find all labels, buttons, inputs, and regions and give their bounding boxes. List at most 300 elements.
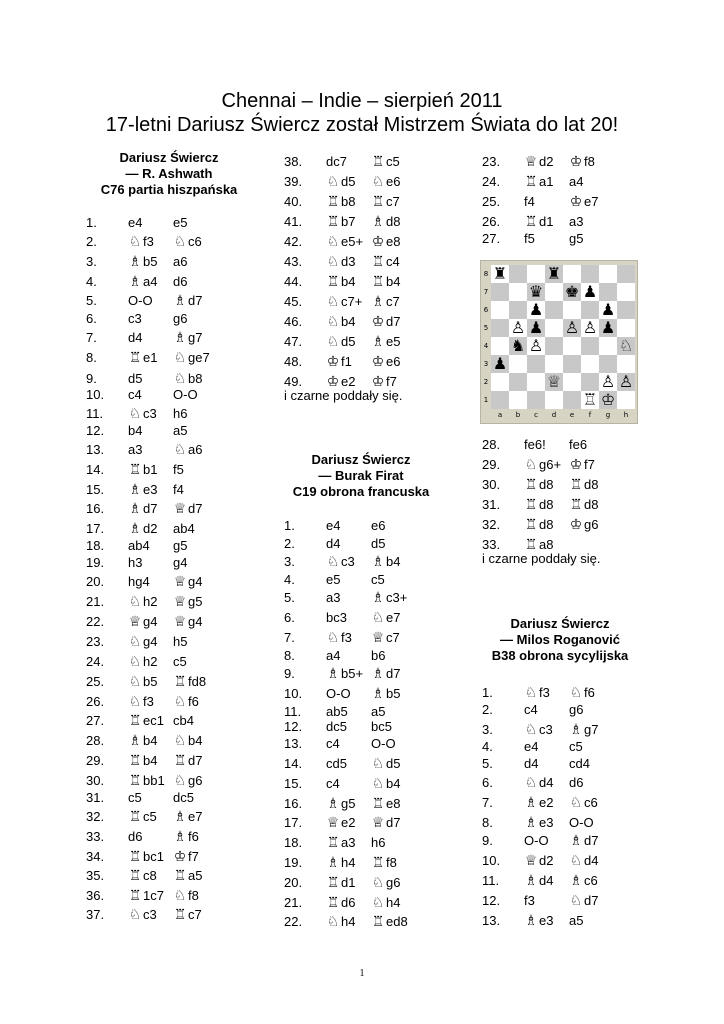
black-move (569, 213, 583, 231)
move-number: 33. (482, 537, 501, 552)
move-number: 32. (86, 809, 105, 824)
piece-figurine-icon: ♖ (371, 194, 385, 210)
black-move (173, 752, 202, 770)
move-square: d7 (386, 314, 401, 329)
move-row (86, 253, 256, 271)
white-move (326, 874, 355, 892)
piece-figurine-icon: ♘ (524, 457, 538, 473)
piece-figurine-icon: ♘ (524, 775, 538, 791)
move-square: f7 (386, 374, 397, 389)
piece-figurine-icon: ♖ (569, 497, 583, 513)
white-move (524, 774, 553, 792)
piece-figurine-icon: ♖ (173, 868, 187, 884)
rank-label: 4 (483, 342, 489, 350)
move-square: h4 (341, 914, 356, 929)
board-square (509, 283, 527, 301)
piece-figurine-icon: ♘ (326, 294, 340, 310)
move-square: f6 (188, 829, 199, 844)
black-move (569, 852, 598, 870)
move-square: h2 (143, 594, 158, 609)
move-square: e6 (386, 354, 401, 369)
white-move (128, 422, 142, 440)
white-move (524, 832, 549, 850)
move-square: a8 (539, 537, 554, 552)
piece-figurine-icon: ♕ (524, 853, 538, 869)
black-move (173, 712, 194, 730)
white-queen-icon: ♕ (546, 372, 562, 391)
move-square: b5 (143, 674, 158, 689)
white-move (326, 293, 362, 311)
move-row (482, 153, 652, 171)
white-move (524, 738, 538, 756)
move-row (86, 500, 256, 518)
move-number: 8. (86, 350, 97, 365)
move-row (284, 153, 454, 171)
piece-figurine-icon: ♖ (524, 497, 538, 513)
white-move (524, 684, 550, 702)
move-square: e6 (386, 174, 401, 189)
piece-figurine-icon: ♗ (371, 686, 385, 702)
move-square: d2 (539, 853, 554, 868)
white-move (326, 313, 355, 331)
piece-figurine-icon: ♗ (173, 293, 187, 309)
move-row (284, 333, 454, 351)
move-square: d4 (584, 853, 599, 868)
move-square: f8 (584, 154, 595, 169)
move-number: 2. (482, 702, 493, 717)
piece-figurine-icon: ♕ (371, 630, 385, 646)
piece-figurine-icon: ♗ (326, 796, 340, 812)
move-square: hg4 (128, 574, 150, 589)
board-square (491, 283, 509, 301)
move-number: 17. (86, 521, 105, 536)
piece-figurine-icon: ♔ (326, 374, 340, 390)
move-row (86, 752, 256, 770)
move-row (86, 732, 256, 750)
move-square: b1 (143, 462, 158, 477)
move-square: d7 (143, 501, 158, 516)
white-move (524, 892, 535, 910)
board-square (527, 319, 545, 337)
move-row (86, 233, 256, 251)
move-number: 20. (86, 574, 105, 589)
move-row (86, 310, 256, 328)
game3-player-white: Dariusz Świercz (510, 616, 610, 631)
move-number: 22. (284, 914, 303, 929)
white-move (128, 537, 150, 555)
board-square (563, 283, 581, 301)
move-row (482, 738, 652, 756)
rank-label: 8 (483, 270, 489, 278)
board-square (545, 355, 563, 373)
white-move (128, 772, 165, 790)
black-move (569, 721, 598, 739)
move-row (86, 887, 256, 905)
move-number: 23. (482, 154, 501, 169)
move-square: d2 (539, 154, 554, 169)
move-square: c3 (539, 722, 553, 737)
move-square: b4 (143, 753, 158, 768)
piece-figurine-icon: ♘ (326, 554, 340, 570)
move-number: 7. (284, 630, 295, 645)
piece-figurine-icon: ♘ (326, 234, 340, 250)
move-square: b4 (128, 423, 143, 438)
move-number: 9. (86, 371, 97, 386)
piece-figurine-icon: ♗ (173, 829, 187, 845)
piece-figurine-icon: ♘ (173, 234, 187, 250)
piece-figurine-icon: ♖ (524, 517, 538, 533)
piece-figurine-icon: ♕ (173, 501, 187, 517)
move-square: c4 (326, 776, 340, 791)
piece-figurine-icon: ♘ (569, 685, 583, 701)
white-move (524, 496, 553, 514)
white-move (128, 867, 157, 885)
black-move (371, 913, 408, 931)
move-number: 14. (86, 462, 105, 477)
move-row (86, 906, 256, 924)
white-move (128, 712, 164, 730)
move-square: g5 (173, 538, 188, 553)
move-square: cb4 (173, 713, 194, 728)
move-square: bc5 (371, 719, 392, 734)
move-square: c5 (128, 790, 142, 805)
piece-figurine-icon: ♕ (371, 815, 385, 831)
piece-figurine-icon: ♖ (371, 796, 385, 812)
move-square: f3 (143, 694, 154, 709)
white-move (128, 233, 154, 251)
move-square: e3 (539, 815, 554, 830)
move-square: d4 (524, 756, 539, 771)
move-square: a4 (569, 174, 584, 189)
white-move (326, 854, 355, 872)
move-row (482, 496, 652, 514)
move-row (284, 313, 454, 331)
move-row (482, 516, 652, 534)
white-move (128, 593, 157, 611)
move-square: e2 (341, 815, 356, 830)
move-square: h4 (386, 895, 401, 910)
move-square: b8 (188, 371, 203, 386)
board-square (581, 391, 599, 409)
piece-figurine-icon: ♘ (371, 895, 385, 911)
white-move (128, 887, 164, 905)
move-number: 30. (482, 477, 501, 492)
black-pawn-icon: ♟ (600, 318, 616, 337)
move-row (284, 814, 454, 832)
white-move (326, 173, 355, 191)
piece-figurine-icon: ♖ (326, 274, 340, 290)
move-number: 28. (86, 733, 105, 748)
piece-figurine-icon: ♗ (128, 254, 142, 270)
white-move (326, 894, 355, 912)
move-square: O-O (128, 293, 153, 308)
black-move (371, 894, 400, 912)
move-number: 9. (284, 666, 295, 681)
move-square: e8 (386, 796, 401, 811)
move-number: 10. (284, 686, 303, 701)
white-move (128, 693, 154, 711)
piece-figurine-icon: ♘ (326, 334, 340, 350)
move-square: cd4 (569, 756, 590, 771)
black-move (173, 808, 202, 826)
move-row (284, 571, 454, 589)
move-square: e5 (386, 334, 401, 349)
move-square: c4 (386, 254, 400, 269)
black-move (371, 834, 385, 852)
move-row (482, 701, 652, 719)
move-row (482, 774, 652, 792)
move-number: 6. (284, 610, 295, 625)
move-number: 19. (86, 555, 105, 570)
move-square: e4 (128, 215, 143, 230)
move-square: h6 (371, 835, 386, 850)
move-row (482, 173, 652, 191)
board-square (599, 391, 617, 409)
move-square: g5 (341, 796, 356, 811)
file-label: c (534, 411, 538, 419)
white-move (128, 789, 142, 807)
move-square: a1 (539, 174, 554, 189)
move-row (284, 353, 454, 371)
game2-opening: C19 obrona francuska (292, 484, 430, 499)
move-row (284, 647, 454, 665)
white-move (326, 665, 363, 683)
move-number: 1. (86, 215, 97, 230)
white-move (326, 233, 363, 251)
white-move (524, 852, 553, 870)
piece-figurine-icon: ♕ (173, 614, 187, 630)
move-square: a5 (569, 913, 584, 928)
piece-figurine-icon: ♘ (524, 685, 538, 701)
board-square (509, 265, 527, 283)
move-square: bc1 (143, 849, 164, 864)
white-move (128, 752, 157, 770)
black-move (173, 441, 202, 459)
black-move (173, 329, 202, 347)
move-square: d7 (386, 666, 401, 681)
piece-figurine-icon: ♗ (173, 809, 187, 825)
move-square: b6 (371, 648, 386, 663)
board-square (581, 301, 599, 319)
move-number: 19. (284, 855, 303, 870)
move-square: fe6! (524, 437, 546, 452)
move-square: dc5 (326, 719, 347, 734)
board-square (563, 337, 581, 355)
move-square: b4 (386, 554, 401, 569)
move-square: c5 (569, 739, 583, 754)
piece-figurine-icon: ♘ (173, 888, 187, 904)
board-square (581, 355, 599, 373)
board-square (599, 319, 617, 337)
white-move (326, 735, 340, 753)
move-square: a6 (188, 442, 203, 457)
move-square: d6 (128, 829, 143, 844)
piece-figurine-icon: ♕ (173, 574, 187, 590)
black-move (569, 230, 583, 248)
move-square: h6 (173, 406, 188, 421)
move-row (482, 892, 652, 910)
board-square (581, 337, 599, 355)
white-move (326, 553, 355, 571)
board-square (617, 391, 635, 409)
move-row (284, 609, 454, 627)
move-square: e4 (326, 518, 341, 533)
piece-figurine-icon: ♗ (128, 501, 142, 517)
move-row (482, 814, 652, 832)
move-square: e4 (524, 739, 539, 754)
board-square (599, 337, 617, 355)
move-square: d5 (128, 371, 143, 386)
move-number: 5. (86, 293, 97, 308)
black-move (173, 554, 187, 572)
board-square (617, 319, 635, 337)
move-row (482, 794, 652, 812)
move-square: d5 (341, 174, 356, 189)
move-number: 5. (284, 590, 295, 605)
piece-figurine-icon: ♘ (569, 795, 583, 811)
black-move (173, 613, 202, 631)
black-queen-icon: ♛ (528, 282, 544, 301)
piece-figurine-icon: ♗ (326, 666, 340, 682)
move-number: 2. (284, 536, 295, 551)
move-number: 2. (86, 234, 97, 249)
white-move (128, 253, 157, 271)
move-number: 24. (482, 174, 501, 189)
piece-figurine-icon: ♖ (524, 214, 538, 230)
rank-label: 1 (483, 396, 489, 404)
white-move (326, 353, 352, 371)
piece-figurine-icon: ♔ (371, 354, 385, 370)
piece-figurine-icon: ♘ (173, 442, 187, 458)
file-label: e (569, 411, 575, 419)
piece-figurine-icon: ♔ (569, 154, 583, 170)
move-row (284, 253, 454, 271)
move-square: f7 (188, 849, 199, 864)
piece-figurine-icon: ♗ (128, 482, 142, 498)
white-move (326, 273, 355, 291)
board-square (527, 283, 545, 301)
black-move (371, 685, 400, 703)
move-row (284, 517, 454, 535)
move-square: d8 (539, 497, 554, 512)
black-knight-icon: ♞ (510, 336, 526, 355)
white-move (524, 153, 553, 171)
game2-player-black: — Burak Firat (318, 468, 404, 483)
piece-figurine-icon: ♗ (371, 666, 385, 682)
board-square (527, 265, 545, 283)
move-square: b7 (341, 214, 356, 229)
move-square: b5+ (341, 666, 364, 681)
move-square: e6 (371, 518, 386, 533)
file-label: d (551, 411, 557, 419)
move-row (284, 718, 454, 736)
move-number: 21. (86, 594, 105, 609)
white-move (128, 848, 164, 866)
piece-figurine-icon: ♖ (326, 194, 340, 210)
move-number: 47. (284, 334, 303, 349)
move-square: c7 (386, 630, 400, 645)
board-square (617, 265, 635, 283)
board-square (563, 355, 581, 373)
white-move (128, 573, 150, 591)
white-move (326, 193, 355, 211)
board-square (545, 373, 563, 391)
piece-figurine-icon: ♖ (128, 773, 142, 789)
move-square: c5 (143, 809, 157, 824)
move-row (86, 481, 256, 499)
move-square: ab5 (326, 704, 348, 719)
move-row (86, 867, 256, 885)
move-square: g6 (188, 773, 203, 788)
white-king-icon: ♔ (600, 390, 616, 409)
file-label: a (497, 411, 503, 419)
move-square: d7 (584, 833, 599, 848)
black-move (569, 892, 598, 910)
black-move (569, 872, 598, 890)
move-number: 11. (284, 704, 302, 719)
black-move (371, 629, 400, 647)
move-square: c4 (524, 702, 538, 717)
white-move (128, 673, 157, 691)
white-move (524, 173, 553, 191)
move-square: g6 (569, 702, 584, 717)
piece-figurine-icon: ♖ (569, 477, 583, 493)
board-square (563, 391, 581, 409)
black-move (371, 571, 385, 589)
piece-figurine-icon: ♘ (326, 314, 340, 330)
black-move (173, 214, 187, 232)
move-square: d7 (188, 293, 203, 308)
move-number: 23. (86, 634, 105, 649)
black-move (371, 665, 400, 683)
board-square (581, 319, 599, 337)
chess-board (491, 265, 635, 409)
board-square (617, 283, 635, 301)
piece-figurine-icon: ♘ (128, 234, 142, 250)
white-move (524, 193, 535, 211)
move-square: e3 (143, 482, 158, 497)
black-pawn-icon: ♟ (600, 300, 616, 319)
game3-header (474, 616, 646, 664)
black-move (371, 273, 400, 291)
piece-figurine-icon: ♘ (128, 907, 142, 923)
move-row (482, 230, 652, 248)
move-row (86, 573, 256, 591)
move-square: fe6 (569, 437, 588, 452)
move-row (482, 436, 652, 454)
move-square: h2 (143, 654, 158, 669)
move-number: 1. (482, 685, 493, 700)
move-square: b8 (341, 194, 356, 209)
piece-figurine-icon: ♕ (173, 594, 187, 610)
move-row (86, 214, 256, 232)
piece-figurine-icon: ♖ (524, 537, 538, 553)
move-square: dc7 (326, 154, 347, 169)
piece-figurine-icon: ♖ (371, 274, 385, 290)
move-number: 48. (284, 354, 303, 369)
move-number: 49. (284, 374, 303, 389)
board-square (545, 319, 563, 337)
piece-figurine-icon: ♔ (569, 194, 583, 210)
move-square: O-O (326, 686, 351, 701)
move-square: c5 (386, 154, 400, 169)
black-move (173, 573, 202, 591)
piece-figurine-icon: ♖ (128, 888, 142, 904)
move-number: 45. (284, 294, 303, 309)
black-move (569, 814, 594, 832)
board-square (617, 301, 635, 319)
move-square: fd8 (188, 674, 207, 689)
